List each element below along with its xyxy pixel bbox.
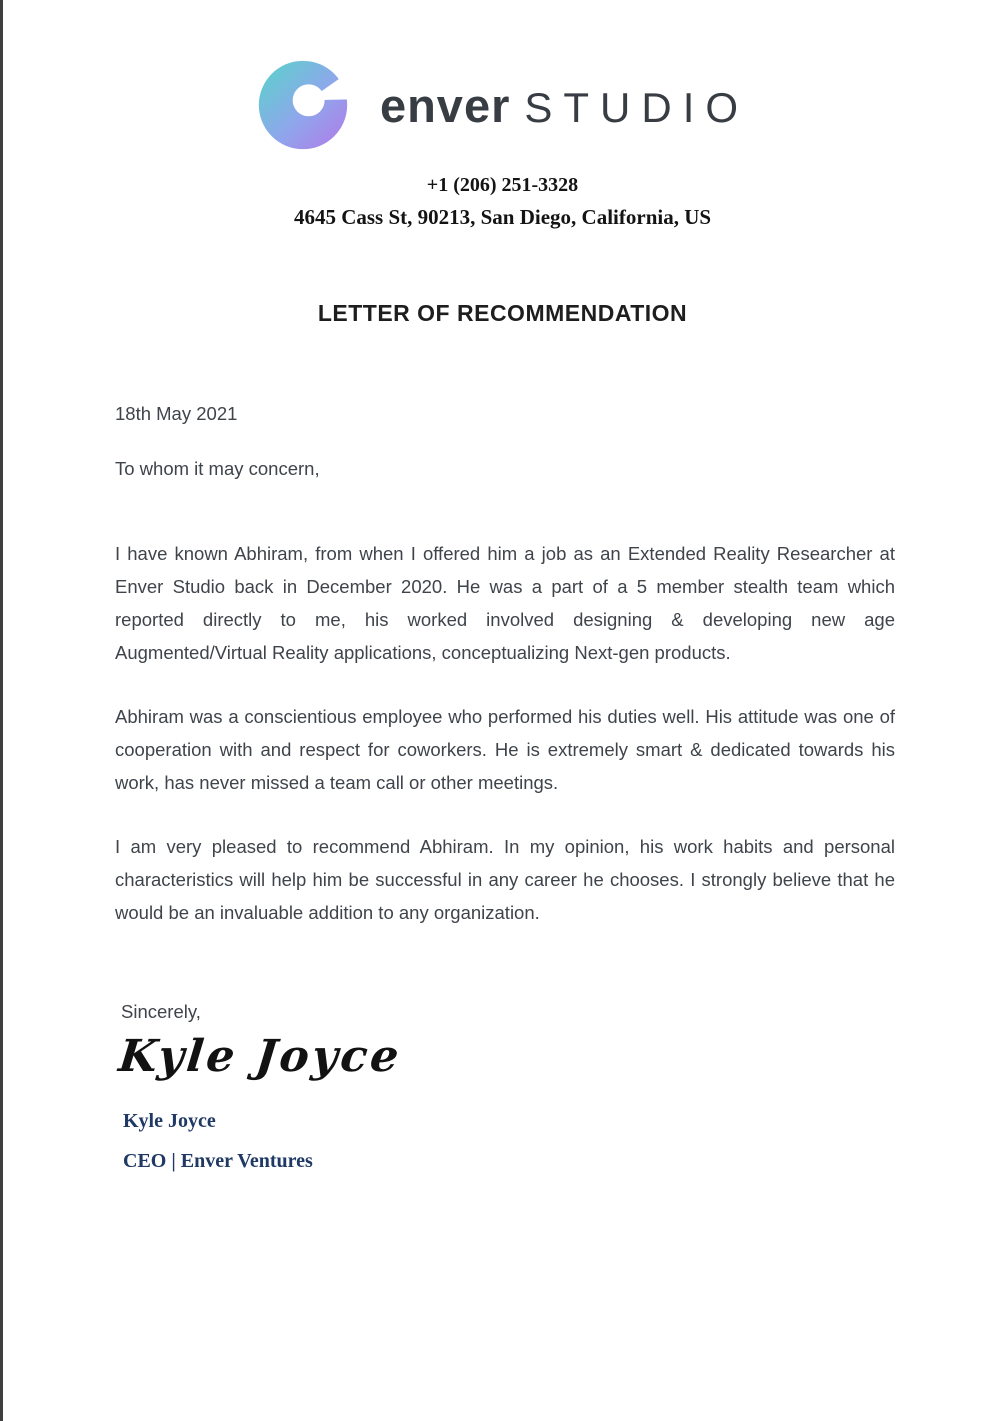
letter-page bbox=[3, 0, 1002, 1175]
logo-suffix: STUDIO bbox=[524, 83, 750, 131]
logo-text bbox=[380, 78, 749, 133]
closing: Sincerely, bbox=[121, 1001, 201, 1022]
signer-title: CEO | Enver Ventures bbox=[123, 1150, 313, 1172]
salutation: To whom it may concern, bbox=[115, 458, 320, 479]
enver-circle-mark-icon bbox=[256, 58, 350, 152]
signer-name: Kyle Joyce bbox=[123, 1110, 216, 1132]
phone-number: +1 (206) 251-3328 bbox=[426, 174, 579, 196]
logo-name: enver bbox=[379, 78, 511, 132]
body-paragraph-1: I have known Abhiram, from when I offered him a job as an Extended Reality Researcher at Enver Studio back in December 2020. He was a part of a 5 member stealth team which reported directly to me, his worked involved designing & developing new age Augmented/Virtual Reality applications, conceptualizing Next-gen products. bbox=[115, 543, 895, 663]
body-paragraph-2: Abhiram was a conscientious employee who performed his duties well. His attitude was one of cooperation with and respect for coworkers. He is extremely smart & dedicated towards his work, has never missed a team call or other meetings. bbox=[115, 706, 895, 793]
letter-body bbox=[3, 397, 1002, 1175]
company-logo bbox=[3, 58, 1002, 152]
contact-block bbox=[3, 172, 1002, 232]
address: 4645 Cass St, 90213, San Diego, California, US bbox=[293, 205, 712, 229]
handwritten-signature: Kyle Joyce bbox=[116, 1031, 405, 1082]
body-paragraph-3: I am very pleased to recommend Abhiram. In my opinion, his work habits and personal characteristics will help him be successful in any career he chooses. I strongly believe that he would be an invaluable addition to any organization. bbox=[115, 836, 895, 923]
signer-block bbox=[115, 1107, 895, 1175]
letter-title: LETTER OF RECOMMENDATION bbox=[317, 300, 688, 326]
letter-date: 18th May 2021 bbox=[115, 403, 238, 424]
